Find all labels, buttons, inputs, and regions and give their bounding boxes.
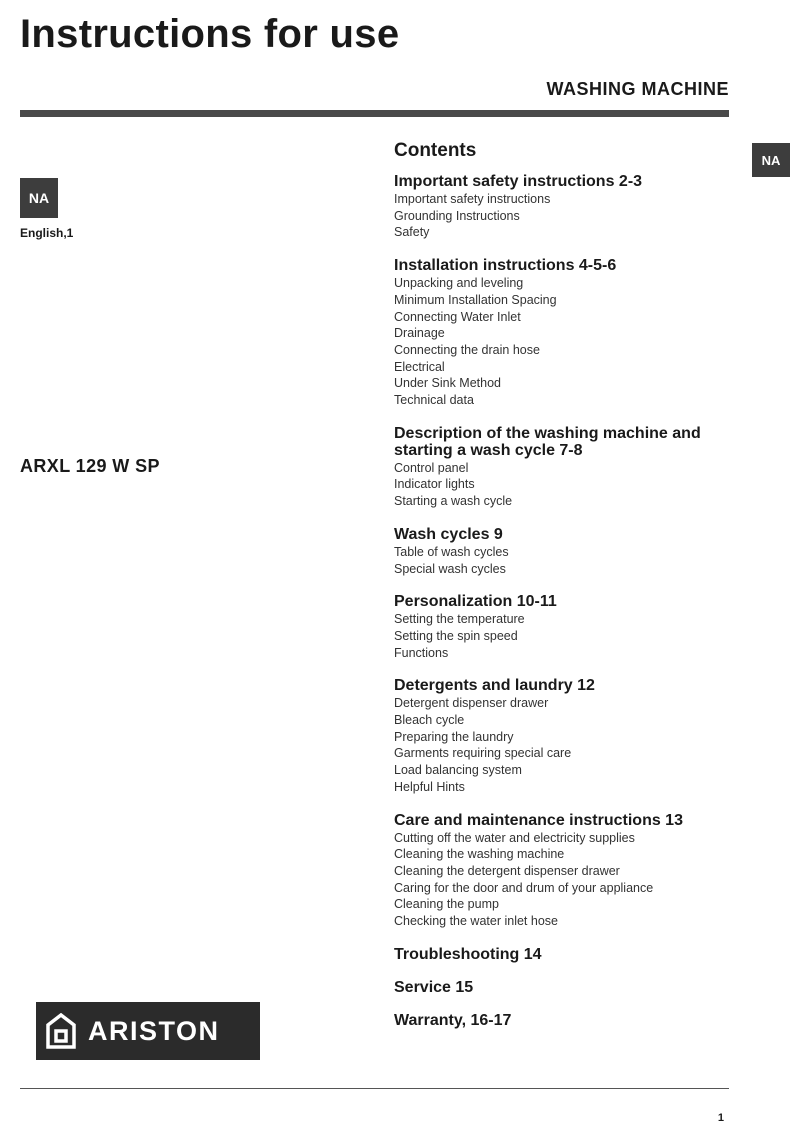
section-heading[interactable]: Description of the washing machine and starting a wash cycle 7-8 [394, 424, 701, 459]
header-divider [20, 110, 729, 117]
section-item[interactable]: Table of wash cycles [394, 544, 509, 559]
section-item[interactable]: Bleach cycle [394, 713, 465, 728]
language-link[interactable]: English,1 [20, 226, 74, 240]
section-item[interactable]: Setting the temperature [394, 612, 525, 627]
contents-section [394, 1012, 734, 1029]
section-heading[interactable]: Care and maintenance instructions 13 [394, 811, 683, 829]
section-item[interactable]: Garments requiring special care [394, 746, 572, 761]
section-item[interactable]: Technical data [394, 393, 474, 408]
section-item[interactable]: Detergent dispenser drawer [394, 696, 549, 711]
contents-section [394, 257, 734, 409]
section-item[interactable]: Starting a wash cycle [394, 494, 513, 509]
section-heading[interactable]: Important safety instructions 2-3 [394, 173, 643, 190]
section-item[interactable]: Cutting off the water and electricity supplies [394, 830, 635, 845]
section-item[interactable]: Indicator lights [394, 477, 475, 492]
section-heading[interactable]: Detergents and laundry 12 [394, 677, 595, 695]
section-item[interactable]: Drainage [394, 326, 445, 341]
footer-divider [20, 1088, 729, 1089]
page-title: Instructions for use [20, 12, 400, 56]
contents-title: Contents [394, 140, 477, 161]
section-item[interactable]: Preparing the laundry [394, 729, 514, 744]
section-item[interactable]: Special wash cycles [394, 561, 506, 576]
contents-section [394, 812, 734, 930]
section-item[interactable]: Connecting Water Inlet [394, 309, 521, 324]
section-heading[interactable]: Installation instructions 4-5-6 [394, 257, 617, 275]
section-item[interactable]: Control panel [394, 460, 469, 475]
section-item[interactable]: Functions [394, 645, 449, 660]
contents-section [394, 593, 734, 661]
contents-section [394, 677, 734, 795]
contents-section [394, 946, 734, 963]
page-number: 1 [717, 1112, 724, 1124]
contents-section [394, 173, 734, 241]
section-item[interactable]: Connecting the drain hose [394, 342, 540, 357]
table-of-contents [394, 140, 734, 1045]
section-heading[interactable]: Warranty, 16-17 [394, 1011, 512, 1029]
section-item[interactable]: Safety [394, 225, 430, 240]
section-heading[interactable]: Personalization 10-11 [394, 593, 557, 611]
contents-section [394, 526, 734, 577]
section-heading[interactable]: Troubleshooting 14 [394, 945, 542, 963]
document-subtitle: WASHING MACHINE [546, 79, 729, 99]
model-name: ARXL 129 W SP [20, 456, 160, 476]
section-heading[interactable]: Service 15 [394, 978, 474, 996]
section-item[interactable]: Minimum Installation Spacing [394, 292, 557, 307]
section-item[interactable]: Grounding Instructions [394, 208, 520, 223]
section-item[interactable]: Cleaning the detergent dispenser drawer [394, 863, 620, 878]
contents-sections [394, 173, 734, 1029]
section-item[interactable]: Electrical [394, 359, 445, 374]
section-item[interactable]: Checking the water inlet hose [394, 914, 558, 929]
house-icon [46, 1013, 76, 1049]
section-item[interactable]: Cleaning the washing machine [394, 847, 565, 862]
contents-section [394, 979, 734, 996]
language-badge: NA [20, 178, 58, 218]
section-item[interactable]: Setting the spin speed [394, 628, 518, 643]
section-item[interactable]: Caring for the door and drum of your appliance [394, 880, 654, 895]
brand-name: ARISTON [88, 1015, 220, 1046]
section-item[interactable]: Cleaning the pump [394, 897, 499, 912]
brand-logo [36, 1002, 260, 1060]
section-heading[interactable]: Wash cycles 9 [394, 525, 503, 543]
contents-section [394, 425, 734, 510]
section-item[interactable]: Important safety instructions [394, 192, 551, 206]
section-item[interactable]: Load balancing system [394, 763, 522, 778]
section-item[interactable]: Helpful Hints [394, 779, 465, 794]
section-item[interactable]: Under Sink Method [394, 376, 502, 391]
language-side-tab[interactable]: NA [752, 143, 790, 177]
section-item[interactable]: Unpacking and leveling [394, 276, 524, 291]
